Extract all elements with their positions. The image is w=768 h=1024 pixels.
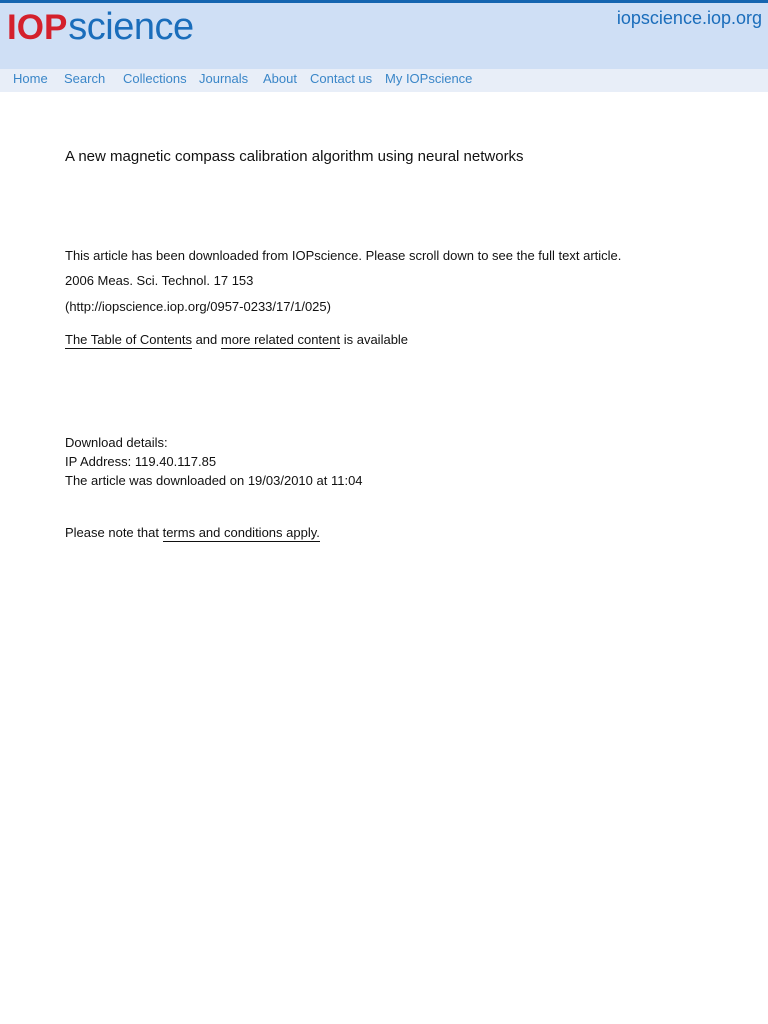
logo-science-text: science [68, 6, 194, 48]
terms-prefix: Please note that [65, 525, 163, 540]
related-content-line [65, 331, 408, 349]
nav-contact-us[interactable]: Contact us [310, 71, 373, 86]
iopscience-logo[interactable] [7, 6, 194, 50]
site-url: iopscience.iop.org [616, 8, 762, 28]
ip-address: IP Address: 119.40.117.85 [65, 454, 217, 469]
nav-bar [0, 69, 768, 92]
table-of-contents-link[interactable]: The Table of Contents [65, 332, 192, 347]
terms-and-conditions-link[interactable]: terms and conditions apply. [162, 525, 320, 540]
download-details-heading: Download details: [65, 435, 168, 450]
logo-iop-text: IOP [7, 8, 68, 47]
article-citation: 2006 Meas. Sci. Technol. 17 153 [65, 273, 254, 288]
download-timestamp: The article was downloaded on 19/03/2010 at 11:04 [65, 473, 363, 488]
article-url: (http://iopscience.iop.org/0957-0233/17/1/025) [65, 299, 331, 314]
article-title: A new magnetic compass calibration algorithm using neural networks [65, 148, 524, 165]
nav-my-iopscience[interactable]: My IOPscience [385, 71, 473, 86]
nav-collections[interactable]: Collections [123, 71, 187, 86]
nav-about[interactable]: About [263, 71, 297, 86]
download-notice: This article has been downloaded from IOPscience. Please scroll down to see the full text article. [65, 248, 622, 263]
more-related-content-link[interactable]: more related content [220, 332, 341, 347]
and-text: and [191, 332, 221, 347]
terms-line [65, 524, 320, 542]
nav-journals[interactable]: Journals [199, 71, 249, 86]
site-header [0, 0, 768, 69]
available-text: is available [340, 332, 409, 347]
nav-home[interactable]: Home [13, 71, 48, 86]
nav-search[interactable]: Search [64, 71, 106, 86]
